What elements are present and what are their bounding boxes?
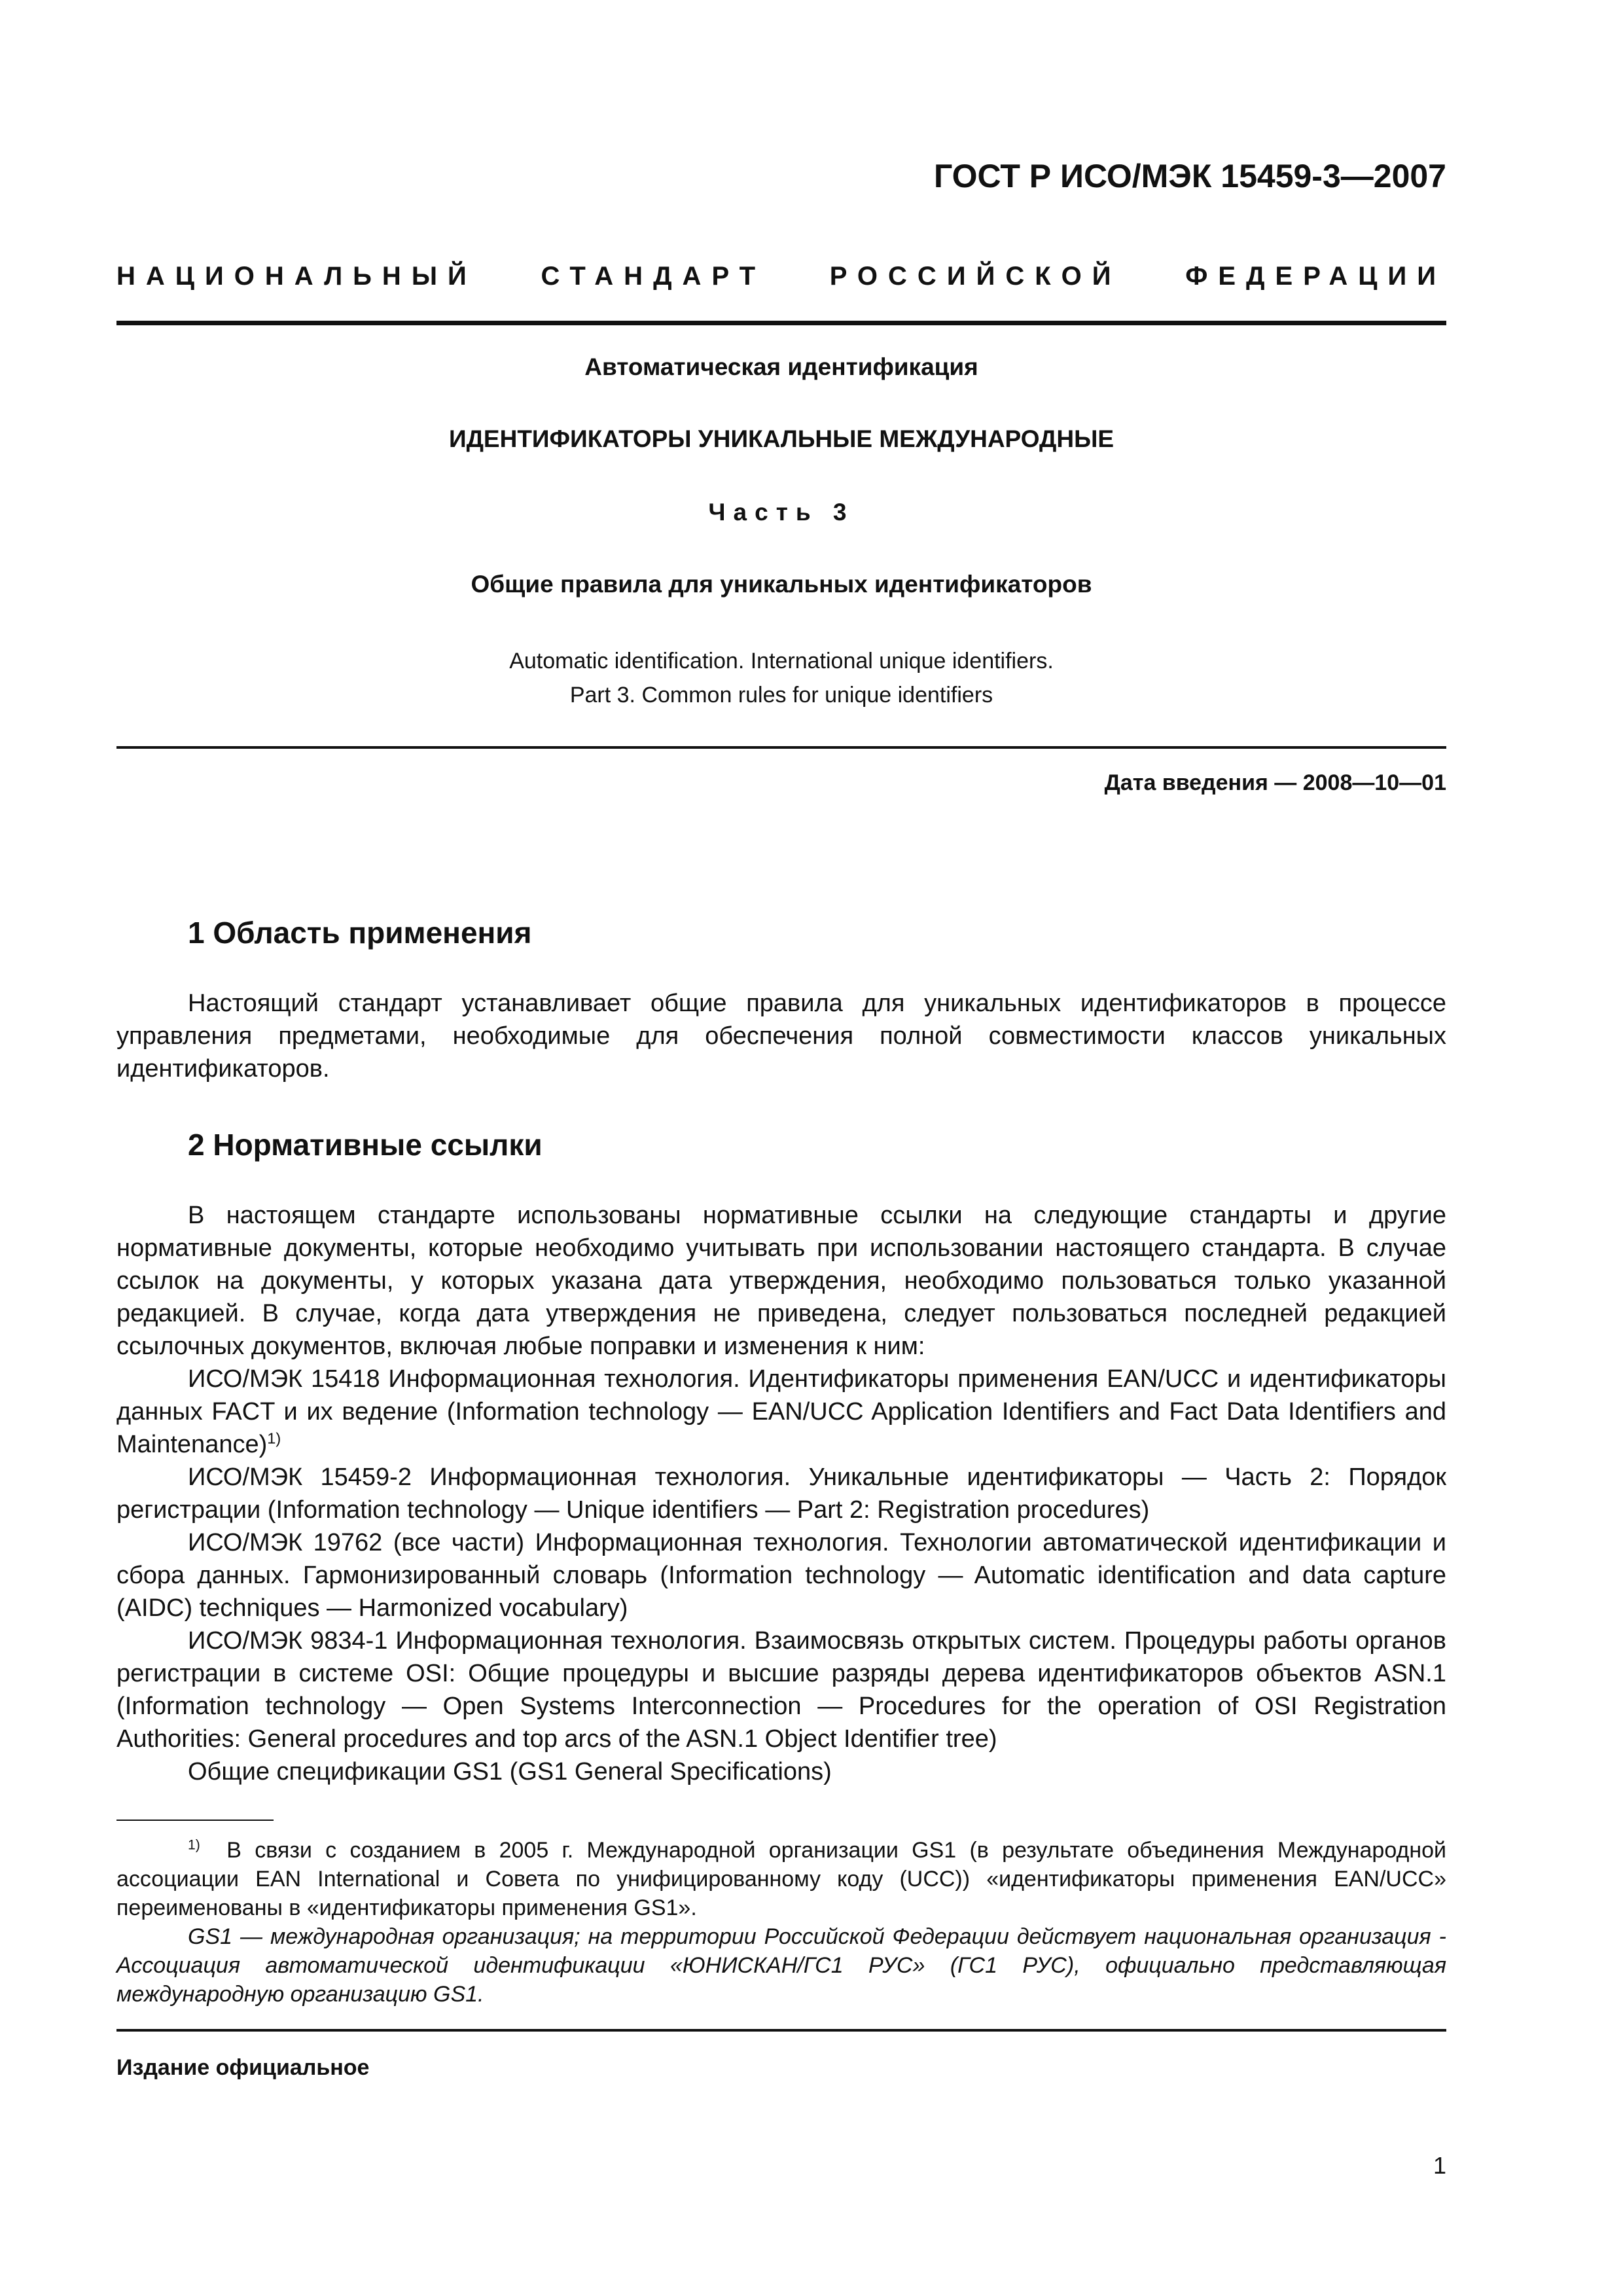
footnote-separator [116,1820,274,1821]
paragraph: В настоящем стандарте использованы нормативные ссылки на следующие стандарты и другие нормативные документы, которые необходимо учитывать при использовании настоящего стандарта. В случае ссылок на документы, у которых указана дата утверждения, необходимо пользоваться только указанной редакцией. В случае, когда дата утверждения не приведена, следует пользоваться последней редакцией ссылочных документов, включая любые поправки и изменения к ним: [116,1202,1446,1360]
title-line-4: Общие правила для уникальных идентификаторов [471,571,1092,598]
footer-rule [116,2029,1446,2032]
paragraph: Настоящий стандарт устанавливает общие правила для уникальных идентификаторов в процессе управления предметами, необходимые для обеспечения полной совместимости классов уникальных идентификаторов. [116,990,1446,1083]
official-edition-label: Издание официальное [116,2055,370,2080]
title-part: Часть 3 [708,499,855,526]
title-line-2: ИДЕНТИФИКАТОРЫ УНИКАЛЬНЫЕ МЕЖДУНАРОДНЫЕ [448,425,1115,452]
national-standard-banner [116,262,1446,291]
english-title-line-2: Part 3. Common rules for unique identifiers [569,683,993,708]
english-title [116,644,1446,712]
document-number: ГОСТ Р ИСО/МЭК 15459-3—2007 [933,158,1446,194]
section-2-body [116,1199,1446,1788]
footnote-2: GS1 — международная организация; на территории Российской Федерации действует национальная организация - Ассоциация автоматической идентификации «ЮНИСКАН/ГС1 РУС» (ГС1 РУС), официально представляющая международную организацию GS1. [116,1924,1446,2007]
english-title-line-1: Automatic identification. International unique identifiers. [509,649,1054,673]
reference-item: ИСО/МЭК 15459-2 Информационная технология. Уникальные идентификаторы — Часть 2: Порядок регистрации (Information technology — Unique identifiers — Part 2: Registration procedures) [116,1463,1446,1524]
header-rule [116,321,1446,325]
reference-item: Общие спецификации GS1 (GS1 General Specifications) [188,1758,832,1785]
footnote-mark: 1) [267,1429,281,1447]
banner-word: ФЕДЕРАЦИИ [1185,262,1446,291]
reference-item: ИСО/МЭК 9834-1 Информационная технология. Взаимосвязь открытых систем. Процедуры работы органов регистрации в системе OSI: Общие процедуры и высшие разряды дерева идентификаторов объектов ASN.1 (Information technology — Open Systems Interconnection — Procedures for the operation of OSI Registration Authorities: General procedures and top arcs of the ASN.1 Object Identifier tree) [116,1627,1446,1753]
section-1-heading: 1 Область применения [188,916,532,950]
page-number: 1 [1433,2152,1446,2179]
banner-word: НАЦИОНАЛЬНЫЙ [116,262,477,291]
banner-word: СТАНДАРТ [541,262,766,291]
title-rule [116,746,1446,749]
footnote-mark: 1) [188,1837,200,1853]
reference-item: ИСО/МЭК 15418 Информационная технология. Идентификаторы применения EAN/UCC и идентификаторы данных FACT и их ведение (Information technology — EAN/UCC Application Identifiers and Fact Data Identifiers and Maintenance)$^{1)}$ [116,1365,1446,1458]
footnotes [116,1836,1446,2009]
introduction-date: Дата введения — 2008—10—01 [1104,770,1446,795]
title-line-1: Автоматическая идентификация [584,353,978,380]
section-1-body [116,987,1446,1085]
banner-word: РОССИЙСКОЙ [829,262,1122,291]
footnote-1: $^{1)}$ В связи с созданием в 2005 г. Международной организации GS1 (в результате объединения Международной ассоциации EAN International и Совета по унифицированному коду (UCC)) «идентификаторы применения EAN/UCC» переименованы в «идентификаторы применения GS1». [116,1837,1446,1920]
section-2-heading: 2 Нормативные ссылки [188,1128,543,1162]
reference-item: ИСО/МЭК 19762 (все части) Информационная технология. Технологии автоматической идентификации и сбора данных. Гармонизированный словарь (Information technology — Automatic identification and data capture (AIDC) techniques — Harmonized vocabulary) [116,1529,1446,1622]
